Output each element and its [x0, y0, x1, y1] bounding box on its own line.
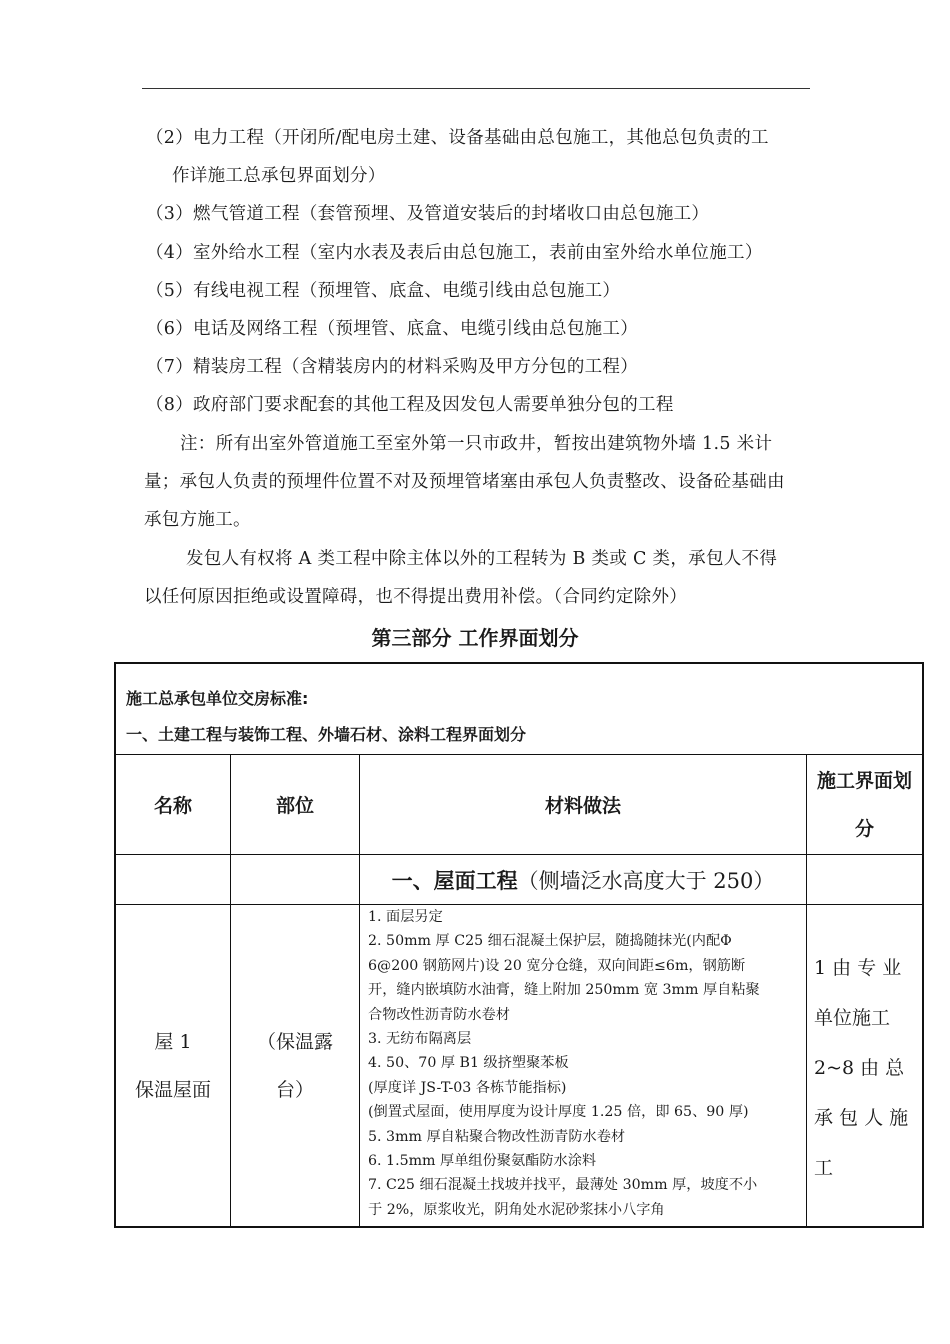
row-materials: [368, 905, 804, 1222]
material-line: 于 2%，原浆收光，阴角处水泥砂浆抹小八字角: [368, 1201, 665, 1218]
text-line: （3）燃气管道工程（套管预埋、及管道安装后的封堵收口由总包施工）: [146, 204, 710, 224]
text-line: 作详施工总承包界面划分）: [172, 166, 386, 186]
division-line: 工: [814, 1157, 834, 1179]
material-line: 6. 1.5mm 厚单组份聚氨酯防水涂料: [368, 1153, 597, 1170]
row-location-line2: 台）: [275, 1079, 314, 1101]
roof-section-title: [360, 855, 806, 904]
row-name-line2: 保温屋面: [134, 1079, 211, 1101]
header-division: [807, 755, 922, 854]
division-line: 2~8 由 总: [814, 1057, 905, 1079]
text-line: （6）电话及网络工程（预埋管、底盒、电缆引线由总包施工）: [146, 319, 639, 339]
material-line: 1. 面层另定: [368, 909, 443, 925]
material-line: 5. 3mm 厚自粘聚合物改性沥青防水卷材: [368, 1128, 626, 1145]
section-label: 一、土建工程与装饰工程、外墙石材、涂料工程界面划分: [126, 725, 527, 744]
paragraph-line: 发包人有权将 A 类工程中除主体以外的工程转为 B 类或 C 类，承包人不得: [186, 549, 778, 569]
material-line: 3. 无纺布隔离层: [368, 1031, 472, 1048]
division-line: 1 由 专 业: [814, 957, 902, 979]
material-line: 2. 50mm 厚 C25 细石混凝土保护层，随捣随抹光(内配Φ: [368, 933, 732, 950]
header-name: 名称: [153, 795, 192, 817]
division-line: 单位施工: [814, 1007, 891, 1029]
note-line: 注：所有出室外管道施工至室外第一只市政井，暂按出建筑物外墙 1.5 米计: [180, 434, 773, 454]
text-line: （7）精装房工程（含精装房内的材料采购及甲方分包的工程）: [146, 357, 639, 377]
interface-table: [114, 662, 924, 1228]
text-line: （2）电力工程（开闭所/配电房土建、设备基础由总包施工，其他总包负责的工: [146, 128, 769, 148]
row-name: [116, 1018, 230, 1114]
note-line: 量；承包人负责的预埋件位置不对及预埋管堵塞由承包人负责整改、设备砼基础由: [144, 472, 785, 492]
roof-section-title-note: （侧墙泛水高度大于 250）: [517, 868, 775, 893]
material-line: 合物改性沥青防水卷材: [368, 1006, 510, 1023]
text-line: （8）政府部门要求配套的其他工程及因发包人需要单独分包的工程: [146, 395, 674, 415]
row-name-line1: 屋 1: [154, 1031, 192, 1053]
header-division-line2: 分: [854, 818, 874, 840]
header-rule: [142, 88, 810, 89]
row-location: [231, 1018, 359, 1114]
material-line: 开，缝内嵌填防水油膏，缝上附加 250mm 宽 3mm 厚自粘聚: [368, 982, 760, 999]
header-location: 部位: [275, 795, 314, 817]
note-line: 承包方施工。: [144, 510, 251, 530]
text-line: （4）室外给水工程（室内水表及表后由总包施工，表前由室外给水单位施工）: [146, 243, 763, 263]
text-line: （5）有线电视工程（预埋管、底盒、电缆引线由总包施工）: [146, 281, 621, 301]
material-line: (厚度详 JS-T-03 各栋节能指标): [368, 1079, 567, 1096]
standard-label: 施工总承包单位交房标准:: [126, 689, 309, 708]
header-method: 材料做法: [544, 795, 621, 817]
material-line: 7. C25 细石混凝土找坡并找平，最薄处 30mm 厚，坡度不小: [368, 1177, 758, 1194]
material-line: 4. 50、70 厚 B1 级挤塑聚苯板: [368, 1055, 569, 1072]
part-title: 第三部分 工作界面划分: [371, 626, 579, 650]
header-division-line1: 施工界面划: [816, 770, 912, 792]
roof-section-title-main: 一、屋面工程: [391, 868, 518, 893]
material-line: 6@200 钢筋网片)设 20 宽分仓缝，双向间距≤6m，钢筋断: [368, 957, 746, 974]
paragraph-line: 以任何原因拒绝或设置障碍，也不得提出费用补偿。（合同约定除外）: [144, 587, 688, 607]
row-location-line1: （保温露: [256, 1031, 333, 1053]
material-line: (倒置式屋面，使用厚度为设计厚度 1.25 倍，即 65、90 厚): [368, 1104, 749, 1121]
row-division: [814, 943, 918, 1193]
division-line: 承 包 人 施: [814, 1107, 909, 1129]
